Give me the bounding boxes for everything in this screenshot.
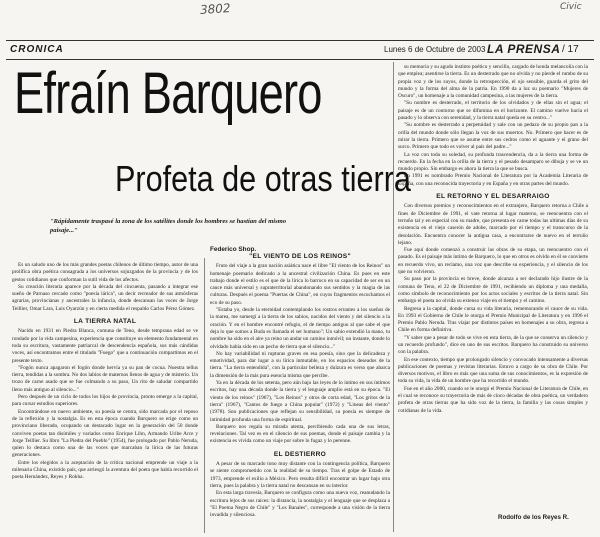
paragraph: su memoria y su agudo instinto poético y sencillo, cargado de honda melancolía con la que emplea; asentirse la tierra. Es un desterrado que no olvida y no pierde el rumbo de su propia voz y de los suyos, donde la retrospección, el ojo sensible, guarda el grito del mundo y la forma del alma de la patria. En 1990 da a luz su poemario "Mujeres de Oscuro", un homenaje a la comunidad campesina, a las mujeres de la tierra. [398, 64, 588, 100]
paragraph: "Su nombre es desterrado a perpetuidad y sale con un pedazo de su propio pan a la orilla del mundo donde sólo llegan la voz de sus muertos. No. Primero que hacer es de mirar la tierra. Primero que se asume entre sus cedros como el aguante y el grano del surco. Primero que todo es volver al país del padre..." [398, 122, 588, 151]
paragraph: Fue aquí donde comenzó a construir las obras de su etapa, un reencuentro con el pasado. Es el paisaje más íntimo de Barquero, lo que en otros es olvido en él se convierte en recuerdo vivo, un reclamo, una voz que describe su experiencia, y el silencio de los que no volvieron. [398, 247, 588, 276]
paragraph: Pero después de un ciclo de todos los hijos de provincia, pronto emerge a la capital, para cursar estudios superiores. [12, 394, 198, 408]
section-heading: "EL VIENTO DE LOS REINOS" [249, 253, 351, 260]
handwritten-note: Civic [560, 2, 582, 12]
paragraph: "Estaba yo, desde la eternidad contemplando los rostros errantes a los sueños de la marea, me sumergí a la tierra de los sabios, nacidos del viento y del silencio a la oración. Y en el hombre encontré refugio, el de tiempo antiguo al que sabe el que deja lo que somos a Buda es llamada el ser humano"; Un sabio extendió la mano, tu nombre ha sido en el aire ya reino un andar un camino inmóvil; un instante, donde lo olvidado había sido en un pecho de tierra que el silencio..." [210, 307, 390, 350]
article-column-2 [210, 248, 390, 534]
author-byline: Rodolfo de los Reyes R. [498, 514, 569, 521]
paragraph: Entre los elegidos a la aceptación de la crítica nacional emprende un viaje a la milenaria China, existido país, que arriesgó la aventura del poeta que había recorrido el poeta Hernández, Reyes y Rokha. [12, 459, 198, 481]
article-subtitle: Profeta de otras tierra [115, 158, 411, 199]
paragraph: "Y saber que a pesar de todo se vive en esta tierra, de la que se conserva un silencio y un recuerdo profundo", dice en uno de sus escritos. Barquero ha construido su universo con la palabra. [398, 334, 588, 356]
paragraph: No hay variabilidad ni rupturas graves en esa poesía, sino que la delicadeza y emotividad, para dar lugar a su lírica inmutable, en los espacios deseados de la tierra. "La tierra entendida", con la particular belleza y dulzura es verso que abarca la dimensión de la más pura esencia misma que percibe. [210, 350, 390, 379]
newspaper-name: LA PRENSA [487, 42, 561, 56]
paragraph: "Su nombre es desterrado, el territorio de los olvidados y de ellas sin el agua; el paisaje es de un contorno que se difumina en el horizonte. El camino vuelve hacia el pasado y lo observa con serenidad, y la tierra natal queda en su centro..." [398, 100, 588, 122]
paragraph: Ya en la década de los setenta, pero aún bajo las leyes de lo íntimo en sus íntimos escritos, hay una década donde la tierra y el lenguaje amplio está en su época. "El viento de los reinos" (1967), "Los Reinos" y otros de corta edad, "Los gritos de la tierra" (1967), "Cantos de fuego a China popular" (1972) y "Lineas del viento" (1978). Son publicaciones que reflejan su sensibilidad, su poesía es siempre de intimidad profunda una forma de espiritual. [210, 380, 390, 423]
section-heading: EL DESTIERRO [273, 450, 327, 458]
paragraph: En 1991 es nombrado Premio Nacional de Literatura por la Academia Literaria de España, con una reconocida trayectoria y en España y en otras partes del mundo. [398, 173, 588, 187]
epigraph-author: Federico Shop. [210, 246, 257, 253]
paragraph: Su paso por la provincia es breve, donde alcanza a ser declarado hijo ilustre de la comuna de Teno, el 22 de Diciembre de 1991, recibiendo un diploma y una medalla, como símbolo de reconocimiento por los actos sociales y escritos de la tierra natal. Sin embargo el poeta no olvida su extenso viaje en el tiempo y el camino. [398, 276, 588, 305]
paragraph: La voz con toda su soledad, su profunda trascendencia, da a la tierra una forma de recuerdo. En la fecha en la orilla de la tierra y el pesado desamparo se dibuja y se ve un mundo propio. Sin embargo es ahora la tierra la que se busca. [398, 151, 588, 173]
article-column-1 [12, 262, 198, 532]
page-number: / 17 [562, 44, 579, 55]
article-column-3 [398, 64, 588, 534]
paragraph: Barquero nos regala su mirada atenta, percibiendo cada una de sus letras, revelaciones. Tal vez es en el silencio de sus poemas, donde el paisaje cambia y la existencia es vivida como un viaje por sobre lo fugaz y lo perenne. [210, 423, 390, 445]
paragraph: Con diversos premios y reconocimientos en el extranjero, Barquero retorna a Chile a fines de Diciembre de 1991, el vate retorna al lugar materno, se reencuentra con el terruño tal y en especial con su madre, que presenta en carne todas las ultimas días de su existencia en el viejo caserón de adobe, marcado por el tiempo y el transcurso de la desolación. Encuentra conocer la antigua casa, a encontrarse de nuevo en el terruño lejano. [398, 203, 588, 246]
section-label: CRONICA [10, 44, 64, 55]
issue-date: Lunes 6 de Octubre de 2003 [384, 45, 486, 54]
paragraph: En ese contexto, tiempo que prolongado silencio y convocado intensamente a diversas publicaciones de poemas y revistas literarias. Estuvo a cargo de su obra de Chile. Por diversos motivos, el libro es más que una suma de sus conocimientos, es la expresión de toda su vida, la vida de un hombre que ha recorrido el mundo. [398, 356, 588, 385]
epigraph-quote: "Rápidamente traspasé la zona de los satélites donde los hombres se hastían del mismo paisaje..." [50, 218, 287, 234]
paragraph: Fue en el año 2000, cuando se le otorgó el Premio Nacional de Literatura de Chile, en el cual se reconoce su trayectoria de más de cinco décadas de obra poética, un verdadero profeta de otras tierras que ha sido voz de la tierra, la familia y las cosas simples y cotidianas de la vida. [398, 385, 588, 414]
column-divider [393, 62, 394, 532]
paragraph: En esta larga travesía, Barquero se configura como una nueva voz, reanudando la escritura lejos de sus raíces: la distancia, la nostalgia y el lenguaje que se desplaza a "El Poema Negro de Chile" y "Los Banales", corresponde a una visión de la tierra invadida y silenciosa. [210, 490, 390, 519]
paragraph: Su creación literaria aparece por la década del cincuenta, pasando a integrar ese sueño de Parnaso cercado como "poesía lárica", un decir recreador de sus atmósferas agrarias, provincianas y ancestrales la infancia, donde descansan las voces de Jorge Teillier, Omar Lara, Luis Oyarzún y en cierta medida el respaldo Carlos Pérez Gómez. [12, 283, 198, 312]
handwritten-number: 3802 [199, 0, 231, 18]
paragraph: A pesar de su marcado tono muy distante con la contingencia política, Barquero se siente comprometido con la realidad de su tiempo. Tras el golpe de Estado de 1973, emprende el exilio a México. Pero resulta difícil encontrar un lugar bajo otra tierra, pues la palabra y la tierra natal no descansan en su interior. [210, 461, 390, 489]
section-heading: LA TIERRA NATAL [73, 318, 137, 326]
section-heading: EL RETORNO Y EL DESARRAIGO [436, 193, 550, 201]
paragraph: Fruto del viaje a la gran nación asiática nace el libre "El viento de los Reinos" un homenaje poemario dedicado a la ancestral civilización China. Es pues en este trabajo donde el estilo es el que de la lírica lo barroco en su capacidad de ser en un cauce más universal y supraterritorial abandonando sus sentidos y la magia de las culturas. Después el poema "Puertas de China", en cuyos fragmentos escuchamos el eco de su paso. [210, 263, 390, 306]
paragraph: Regresa a la capital, donde cursa su vida literaria, rememorando el cauce de su vida. En 1993 el Gobierno de Chile le otorga el Premio Municipal de Literatura y en 1996 el Premio Pablo Neruda. Tras viajar por distintos países en homenajes a su obra, regresa a Chile en forma definitiva. [398, 305, 588, 334]
paragraph: Nacido en 1931 en Piedra Blanca, comuna de Teno, desde temprana edad se ve rondado por la vida campesina, experiencia que constituye un elemento fundamental en toda su escritura, vastamente patriarcal de descendencia española, sus más cándidas voces, así encontramos entre el titulado "Fuego" que a continuación compartimos en el presente texto. [12, 328, 198, 364]
article-title: Efraín Barquero [14, 61, 322, 126]
paragraph: Encontrándose en nuevo ambiente, su poesía se centra, sido marcada por el reposo de la reflexión y la nostalgia. Es en esta época cuando Barquero se erige como un provinciano liberado, ocupando un destacado lugar en la generación del 50 donde conviven poetas tan disímiles y variados como Enrique Lihn, Armando Uribe Arce y Jorge Teillier. Su libro "La Piedra del Pueblo" (1954), fue prologado por Pablo Neruda, quien lo destaca como una de las voces que marcaban la lírica de las futuras generaciones. [12, 408, 198, 459]
paragraph: Es un saludo uno de los más grandes poetas chilenos de último tiempo, autor de una prolífica obra poética consagrada a los universos sojuzgados de la provincia y de los gestos cotidianos que conforman la sutil vida de los afectos. [12, 262, 198, 283]
column-divider [204, 258, 205, 533]
header-rule-top [6, 40, 594, 41]
paragraph: "Fogón nunca apagaron el fogón donde hervía ya su pan de cocua. Nuestra tellus tierra, tendidas a la sombra. No dos labios de maternos llenos de agua y de misterio. Un trozo de carne asado que se fue colmando a su paso, Un rito de saludar compartido lleno más antiguo al silencio..." [12, 364, 198, 393]
